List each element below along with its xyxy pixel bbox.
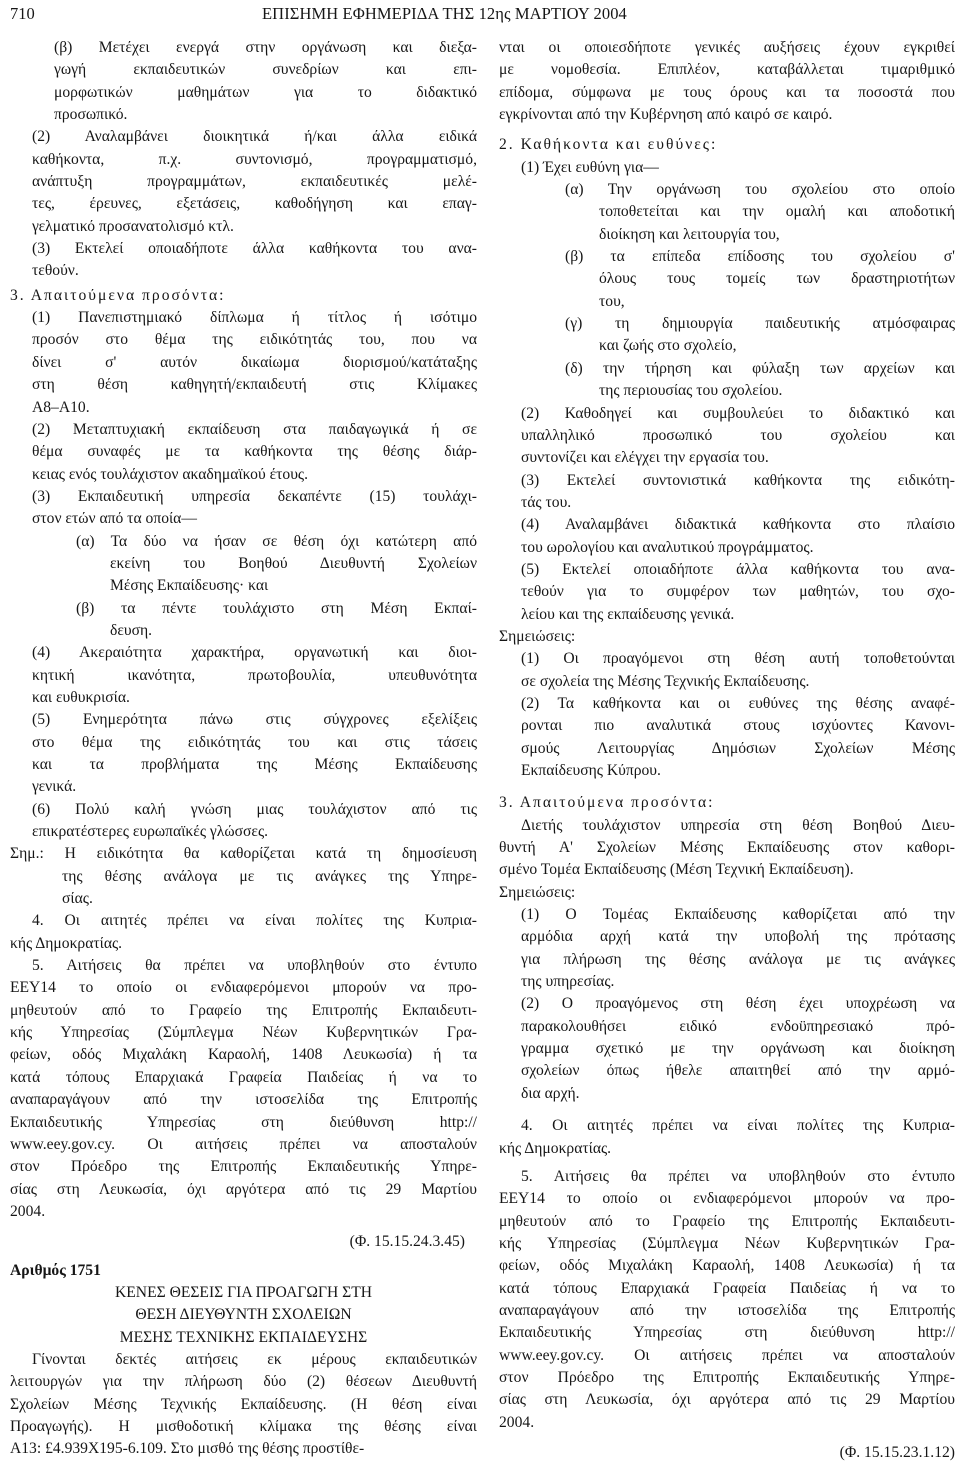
- note-2: [499, 693, 955, 782]
- text-line: καθήκοντα, π.χ. συντονισμό, προγραμματισμό,: [32, 150, 477, 168]
- text-line: αναπαραγάγουν από την ιστοσελίδα της Επιτροπής: [499, 1301, 955, 1319]
- text-line: της περιουσίας του σχολείου.: [599, 382, 783, 400]
- text-line: φείων, οδός Μιχαλάκη Καραολή, 1408 Λευκωσία) ή τα: [10, 1046, 477, 1064]
- notice-number: Αριθμός 1751: [10, 1261, 101, 1279]
- qualification-4: [10, 642, 477, 709]
- text-line: θυντή Α' Σχολείων Μέσης Εκπαίδευσης στον καθορι-: [499, 839, 955, 857]
- text-line: στον Πρόεδρο της Επιτροπής Εκπαιδευτικής Υπηρε-: [10, 1158, 477, 1176]
- citizenship-paragraph-right: [499, 1115, 955, 1160]
- text-line: σμένο Τομέα Εκπαίδευσης (Μέση Τεχνική Εκπαίδευση).: [499, 861, 854, 879]
- text-line: σίας.: [62, 890, 93, 908]
- text-line: (5) Εκτελεί οποιαδήποτε άλλα καθήκοντα του ανα-: [521, 560, 955, 578]
- text-line: γραμμα σχετικό με την οργάνωση και διοίκηση: [521, 1040, 955, 1058]
- text-line: κητική ικανότητα, πρωτοβουλία, υπευθυνότητα: [32, 666, 477, 684]
- text-line: σμούς Λειτουργίας Δημόσιων Σχολείων Μέσης: [521, 739, 955, 757]
- text-line: Εκπαιδευτικής Υπηρεσίας στη διεύθυνση http://: [499, 1324, 955, 1342]
- qualification-3b: [10, 598, 477, 643]
- text-line: Α8–Α10.: [32, 398, 90, 416]
- qualification-6: [10, 799, 477, 844]
- text-line: κής Δημοκρατίας.: [10, 934, 123, 952]
- text-line: κής Υπηρεσίας (Σύμπλεγμα Νέων Κυβερνητικών Γρα-: [499, 1234, 955, 1252]
- text-line: ΚΕΝΕΣ ΘΕΣΕΙΣ ΓΙΑ ΠΡΟΑΓΩΓΗ ΣΤΗ: [115, 1283, 372, 1301]
- text-line: κειας ενός τουλάχιστον ακαδημαϊκού έτους.: [32, 465, 308, 483]
- duty-paragraph-2: [10, 126, 477, 238]
- text-line: ΕΕΥ14 το οποίο οι ενδιαφερόμενοι μπορούν να προ-: [10, 979, 477, 997]
- text-line: και ευθυκρισία.: [32, 688, 130, 706]
- text-line: (4) Ακεραιότητα χαρακτήρα, οργανωτική και διοι-: [32, 644, 477, 662]
- text-line: αναπαραγάγουν από την ιστοσελίδα της Επιτροπής: [10, 1091, 477, 1109]
- note-2-2: [499, 993, 955, 1105]
- notes-title: Σημειώσεις:: [499, 627, 576, 645]
- text-line: μηθευτούν από το Γραφείο της Επιτροπής Εκπαιδευτι-: [10, 1001, 477, 1019]
- file-reference-right: (Φ. 15.15.23.1.12): [839, 1443, 955, 1461]
- text-line: στη θέση καθηγητή/εκπαιδευτή στις Κλίμακες: [32, 376, 477, 394]
- specialty-note: [10, 843, 477, 910]
- text-line: επίδομα, σύμφωνα με τους όρους και τα ποσοστά που: [499, 83, 955, 101]
- text-line: κατά τόπους Επαρχιακά Γραφεία Παιδείας ή να το: [10, 1068, 477, 1086]
- text-line: της θέσης ανάλογα με τις ανάγκες της Υπηρε-: [62, 867, 477, 885]
- duty-1d: [499, 358, 955, 403]
- text-line: γωγή εκπαιδευτικών συνεδρίων και επι-: [54, 61, 477, 79]
- citizenship-paragraph: [10, 910, 477, 955]
- qualification-1: [10, 307, 477, 419]
- text-line: τεθούν.: [32, 262, 79, 280]
- page-number: 710: [10, 4, 35, 23]
- text-line: (4) Αναλαμβάνει διδακτικά καθήκοντα στο πλαίσιο: [521, 516, 955, 534]
- text-line: με νομοθεσία. Επιπλέον, καταβάλλεται τιμαριθμικό: [499, 61, 955, 79]
- text-line: 5. Αιτήσεις θα πρέπει να υποβληθούν στο έντυπο: [32, 957, 477, 975]
- text-line: τες, έρευνες, εξετάσεις, καθοδήγηση και επαγ-: [32, 195, 477, 213]
- text-line: δευση.: [110, 621, 153, 639]
- text-line: 5. Αιτήσεις θα πρέπει να υποβληθούν στο έντυπο: [521, 1167, 955, 1185]
- text-line: (1) Πανεπιστημιακό δίπλωμα ή τίτλος ή ισότιμο: [32, 309, 477, 327]
- qualification-2: [10, 419, 477, 486]
- text-line: θέμα συναφές με τα καθήκοντα της θέσης διάρ-: [32, 443, 477, 461]
- text-line: (β) Μετέχει ενεργά στην οργάνωση και διεξα-: [54, 39, 477, 56]
- text-line: ρονται πιο αναλυτικά στους ισχύοντες Κανονι-: [521, 717, 955, 735]
- duty-1: (1) Έχει ευθύνη για—: [521, 158, 659, 176]
- text-line: στο θέμα της ειδικότητάς του και στις τάσεις: [32, 733, 477, 751]
- duty-5: [499, 559, 955, 626]
- text-line: (3) Εκτελεί συντονιστικά καθήκοντα της ειδικότη-: [521, 471, 955, 489]
- text-line: Εκπαιδευτικής Υπηρεσίας στη διεύθυνση http://: [10, 1113, 477, 1131]
- text-line: σχολείων όπως ήθελε απαιτηθεί από την αρμό-: [521, 1062, 955, 1080]
- page-header: [0, 0, 960, 30]
- qualification-5: [10, 709, 477, 798]
- text-line: Γίνονται δεκτές αιτήσεις εκ μέρους εκπαιδευτικών: [32, 1350, 477, 1368]
- text-line: (3) Εκπαιδευτική υπηρεσία δεκαπέντε (15) τουλάχι-: [32, 487, 477, 505]
- text-line: (2) Καθοδηγεί και συμβουλεύει το διδακτικό και: [521, 404, 955, 422]
- text-line: ΜΕΣΗΣ ΤΕΧΝΙΚΗΣ ΕΚΠΑΙΔΕΥΣΗΣ: [119, 1328, 368, 1346]
- applications-paragraph: [10, 955, 477, 1223]
- section-3-title: 3. Απαιτούμενα προσόντα:: [10, 286, 226, 304]
- text-line: www.eey.gov.cy. Οι αιτήσεις πρέπει να αποσταλούν: [10, 1135, 477, 1153]
- text-line: (γ) τη δημιουργία παιδευτικής ατμόσφαιρας: [565, 315, 955, 333]
- duty-1b: [499, 246, 955, 313]
- text-line: και τα προβλήματα της Μέσης Εκπαίδευσης: [32, 756, 477, 773]
- text-line: επικρατέστερες ευρωπαϊκές γλώσσες.: [32, 823, 269, 841]
- duty-4: [499, 514, 955, 559]
- text-line: 2004.: [10, 1202, 46, 1220]
- text-line: γελματικό προσανατολισμό κτλ.: [32, 217, 234, 235]
- text-line: της υπηρεσίας.: [521, 973, 615, 991]
- text-line: μορφωτικών μαθημάτων για το διδακτικό: [54, 83, 477, 101]
- text-line: Προαγωγής). Η μισθοδοτική κλίμακα της θέσης είναι: [10, 1417, 477, 1435]
- text-line: (3) Εκτελεί οποιαδήποτε άλλα καθήκοντα του ανα-: [32, 240, 477, 258]
- right-column: [499, 37, 955, 1464]
- text-line: (β) τα επίπεδα επίδοσης του σχολείου σ': [565, 248, 955, 266]
- text-line: λειτουργών για την πλήρωση δύο (2) θέσεων Διευθυντή: [10, 1373, 477, 1391]
- text-line: λείου και της εκπαίδευσης γενικά.: [521, 605, 735, 623]
- qualification-3a: [10, 531, 477, 598]
- text-line: εκείνη του Βοηθού Διευθυντή Σχολείων: [110, 554, 477, 572]
- text-line: 2004.: [499, 1413, 535, 1431]
- duty-1c: [499, 313, 955, 358]
- note-2-1: [499, 904, 955, 993]
- file-reference: (Φ. 15.15.24.3.45): [349, 1233, 465, 1251]
- text-line: παρακολουθήσει ειδικό ενδοϋπηρεσιακό πρό-: [521, 1017, 955, 1035]
- text-line: του,: [599, 292, 625, 310]
- notice-heading: [10, 1282, 477, 1349]
- duty-2: [499, 403, 955, 470]
- text-line: κατά τόπους Επαρχιακά Γραφεία Παιδείας ή να το: [499, 1279, 955, 1297]
- text-line: 4. Οι αιτητές πρέπει να είναι πολίτες της Κυπρια-: [521, 1117, 955, 1135]
- text-line: εγκρίνονται από την Κυβέρνηση από καιρό σε καιρό.: [499, 106, 833, 124]
- text-line: σίας στη Λευκωσία, όχι αργότερα από τις 29 Μαρτίου: [499, 1391, 955, 1409]
- text-line: στον ετών από τα οποία—: [32, 510, 197, 528]
- text-line: ΘΕΣΗ ΔΙΕΥΘΥΝΤΗ ΣΧΟΛΕΙΩΝ: [135, 1306, 352, 1324]
- text-line: (2) Ο προαγόμενος στη θέση έχει υποχρέωση να: [521, 995, 955, 1013]
- text-line: (α) Τα δύο να ήσαν σε θέση όχι κατώτερη από: [76, 532, 477, 550]
- gazette-title: ΕΠΙΣΗΜΗ ΕΦΗΜΕΡΙΔΑ ΤΗΣ 12ης ΜΑΡΤΙΟΥ 2004: [262, 4, 627, 23]
- text-line: Σημ.: Η ειδικότητα θα καθορίζεται κατά τη δημοσίευση: [10, 845, 477, 863]
- text-line: γενικά.: [32, 778, 77, 796]
- text-line: για πλήρωση της θέσης ανάλογα με τις ανάγκες: [521, 950, 955, 968]
- text-line: www.eey.gov.cy. Οι αιτήσεις πρέπει να αποσταλούν: [499, 1346, 955, 1364]
- text-line: διοίκηση και λειτουργία του,: [599, 225, 780, 243]
- duty-3: [499, 470, 955, 515]
- section-3-title-right: 3. Απαιτούμενα προσόντα:: [499, 794, 715, 812]
- text-line: ανάπτυξη προγραμμάτων, εκπαιδευτικές μελέ-: [32, 173, 477, 191]
- text-line: δια αρχή.: [521, 1084, 580, 1102]
- salary-continuation: [499, 37, 955, 126]
- text-line: τοποθετείται και την ομαλή και αποδοτική: [599, 203, 955, 221]
- note-1: [499, 648, 955, 693]
- left-column: [10, 37, 477, 1461]
- text-line: και ζωής στο σχολείο,: [599, 337, 737, 355]
- duty-item-b: [10, 37, 477, 126]
- text-line: τάς του.: [521, 493, 572, 511]
- text-line: σε σχολεία της Μέσης Τεχνικής Εκπαίδευσης.: [521, 672, 810, 690]
- text-line: σίας στη Λευκωσία, όχι αργότερα από τις 29 Μαρτίου: [10, 1180, 477, 1198]
- qualification-3: [10, 486, 477, 531]
- text-line: φείων, οδός Μιχαλάκη Καραολή, 1408 Λευκωσία) ή τα: [499, 1257, 955, 1275]
- text-line: Μέσης Εκπαίδευσης· και: [110, 577, 269, 595]
- text-line: προσωπικό.: [54, 106, 128, 124]
- text-line: νται οι οποιεσδήποτε γενικές αυξήσεις έχουν εγκριθεί: [499, 39, 955, 56]
- text-line: αρμόδια αρχή κατά την υποβολή της πρότασης: [521, 928, 955, 946]
- text-line: (5) Ενημερότητα πάνω στις σύγχρονες εξελίξεις: [32, 711, 477, 729]
- text-line: όλους τους τομείς των δραστηριοτήτων: [599, 270, 955, 288]
- applications-paragraph-right: [499, 1166, 955, 1434]
- text-line: κής Δημοκρατίας.: [499, 1139, 612, 1157]
- text-line: (β) τα πέντε τουλάχιστο στη Μέση Εκπαί-: [76, 599, 477, 617]
- text-line: Σχολείων Μέσης Τεχνικής Εκπαίδευσης. (Η θέση είναι: [10, 1395, 477, 1413]
- text-line: Α13: £4.939Χ195-6.109. Στο μισθό της θέσης προστίθε-: [10, 1440, 365, 1458]
- text-line: Εκπαίδευσης Κύπρου.: [521, 762, 661, 779]
- text-line: Διετής τουλάχιστον υπηρεσία στη θέση Βοηθού Διευ-: [521, 816, 955, 834]
- text-line: (1) Ο Τομέας Εκπαίδευσης καθορίζεται από την: [521, 906, 955, 924]
- text-line: (1) Οι προαγόμενοι στη θέση αυτή τοποθετούνται: [521, 650, 955, 668]
- requirement-paragraph: [499, 815, 955, 882]
- section-2-title: 2. Καθήκοντα και ευθύνες:: [499, 136, 718, 154]
- notes-title-2: Σημειώσεις:: [499, 883, 576, 901]
- text-line: μηθευτούν από το Γραφείο της Επιτροπής Εκπαιδευτι-: [499, 1212, 955, 1230]
- text-line: τεθούν για το συμφέρον των μαθητών, του σχο-: [521, 583, 955, 601]
- duty-1a: [499, 179, 955, 246]
- text-line: (δ) την τήρηση και φύλαξη των αρχείων και: [565, 359, 955, 377]
- text-line: ΕΕΥ14 το οποίο οι ενδιαφερόμενοι μπορούν να προ-: [499, 1190, 955, 1208]
- text-line: δίνει σ' αυτόν δικαίωμα διορισμού/κατάταξης: [32, 353, 477, 371]
- text-line: κής Υπηρεσίας (Σύμπλεγμα Νέων Κυβερνητικών Γρα-: [10, 1024, 477, 1042]
- text-line: (2) Μεταπτυχιακή εκπαίδευση στα παιδαγωγικά ή σε: [32, 420, 477, 438]
- text-line: στον Πρόεδρο της Επιτροπής Εκπαιδευτικής Υπηρε-: [499, 1368, 955, 1386]
- text-line: προσόν στο θέμα της ειδικότητάς του, που να: [32, 331, 477, 349]
- text-line: υπαλληλικό προσωπικό του σχολείου και: [521, 426, 955, 444]
- duty-paragraph-3: [10, 238, 477, 283]
- text-line: (α) Την οργάνωση του σχολείου στο οποίο: [565, 181, 955, 199]
- text-line: του ωρολογίου και αναλυτικού προγράμματος.: [521, 538, 814, 556]
- text-line: (6) Πολύ καλή γνώση μιας τουλάχιστον από τις: [32, 800, 477, 818]
- notice-intro: [10, 1349, 477, 1461]
- text-line: (2) Τα καθήκοντα και οι ευθύνες της θέσης αναφέ-: [521, 694, 955, 712]
- text-line: (2) Αναλαμβάνει διοικητικά ή/και άλλα ειδικά: [32, 128, 477, 146]
- text-line: 4. Οι αιτητές πρέπει να είναι πολίτες της Κυπρια-: [32, 912, 477, 930]
- text-line: συντονίζει και ελέγχει την εργασία του.: [521, 449, 769, 467]
